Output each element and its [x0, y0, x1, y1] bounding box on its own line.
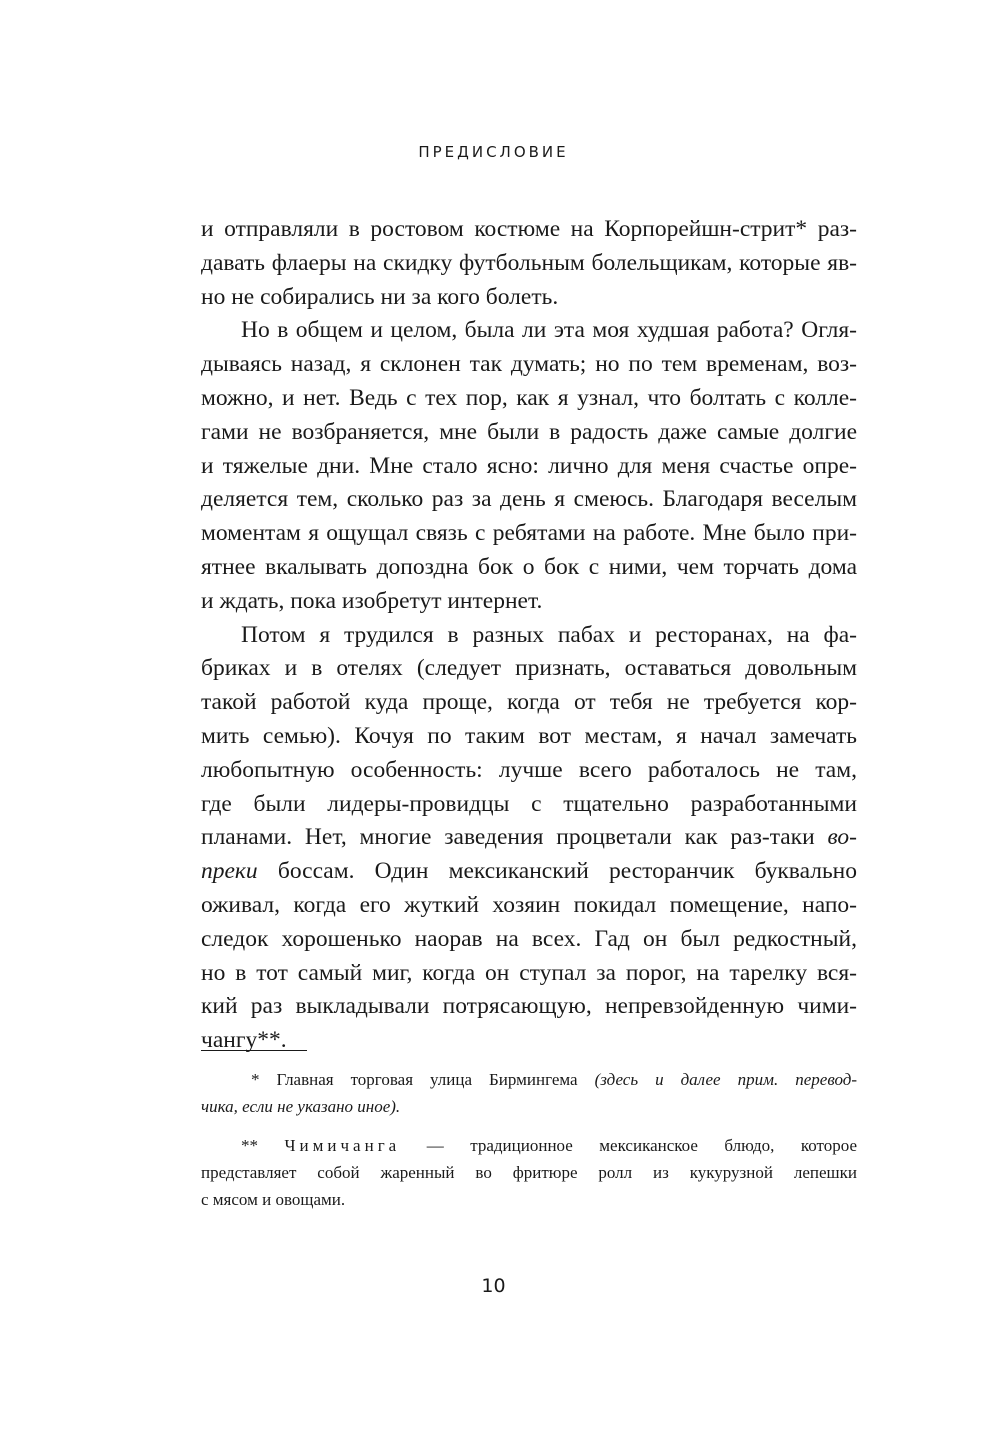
footnote-line — [201, 1132, 857, 1159]
text-segment: планами. Нет, многие заведения процветали как раз-таки — [201, 824, 815, 851]
footnote-line — [201, 1066, 857, 1093]
text-line: следок хорошенько наорав на всех. Гад он был редкостный, — [201, 925, 857, 952]
italic-emphasis: преки — [201, 858, 258, 885]
text-line: оживал, когда его жуткий хозяин покидал помещение, напо- — [201, 891, 857, 918]
footnote-italic: чика, если не указано иное). — [201, 1097, 401, 1116]
text-line: и отправляли в ростовом костюме на Корпорейшн-стрит* раз- — [201, 216, 857, 242]
footnote-separator — [201, 1050, 307, 1051]
text-line: чангу**. — [201, 1027, 287, 1054]
text-line: гами не возбраняется, мне были в радость даже самые долгие — [201, 418, 857, 445]
footnotes — [201, 1066, 857, 1213]
text-line: любопытную особенность: лучше всего работалось не там, — [201, 756, 857, 783]
footnote-text: Главная торговая улица Бирмингема — [276, 1070, 578, 1089]
footnote-line: представляет собой жаренный во фритюре ролл из кукурузной лепешки — [201, 1163, 857, 1182]
text-line: Но в общем и целом, была ли эта моя худшая работа? Огля- — [241, 317, 857, 344]
text-line: и тяжелые дни. Мне стало ясно: лично для меня счастье опре- — [201, 452, 857, 479]
text-line-with-italic — [201, 821, 857, 855]
text-line: мить семью). Кочуя по таким вот местам, я начал замечать — [201, 722, 857, 749]
footnote-italic: (здесь и далее прим. перевод- — [594, 1070, 858, 1089]
text-line-with-italic — [201, 855, 857, 889]
running-header: ПРЕДИСЛОВИЕ — [418, 143, 569, 161]
footnote-marker: ** — [241, 1136, 258, 1155]
body-text — [201, 213, 857, 1058]
text-line: но не собирались ни за кого болеть. — [201, 283, 559, 310]
text-line: давать флаеры на скидку футбольным болельщикам, которые яв- — [201, 249, 857, 276]
italic-emphasis: во- — [827, 824, 857, 851]
footnote-text: — традиционное мексиканское блюдо, которое — [426, 1136, 857, 1155]
footnote-term: Чимичанга — [284, 1136, 401, 1155]
text-line: но в тот самый миг, когда он ступал за порог, на тарелку вся- — [201, 959, 857, 986]
footnote-line — [201, 1093, 857, 1120]
text-line: кий раз выкладывали потрясающую, непревзойденную чими- — [201, 993, 857, 1020]
footnote-line: с мясом и овощами. — [201, 1190, 346, 1209]
text-line: моментам я ощущал связь с ребятами на работе. Мне было при- — [201, 520, 857, 547]
text-line: можно, и нет. Ведь с тех пор, как я узнал, что болтать с колле- — [201, 384, 857, 411]
text-line: бриках и в отелях (следует признать, оставаться довольным — [201, 655, 857, 682]
text-line: такой работой куда проще, когда от тебя не требуется кор- — [201, 689, 857, 716]
text-line: и ждать, пока изобретут интернет. — [201, 587, 543, 614]
page-number: 10 — [481, 1275, 506, 1297]
text-line: ятнее вкалывать допоздна бок о бок с ними, чем торчать дома — [201, 553, 857, 580]
text-segment: боссам. Один мексиканский ресторанчик буквально — [277, 858, 858, 885]
text-line: деляется тем, сколько раз за день я смеюсь. Благодаря веселым — [201, 486, 857, 513]
text-line: дываясь назад, я склонен так думать; но по тем временам, воз- — [201, 351, 857, 378]
text-line: где были лидеры-провидцы с тщательно разработанными — [201, 790, 857, 817]
footnote-marker: * — [251, 1070, 260, 1089]
text-line: Потом я трудился в разных пабах и ресторанах, на фа- — [241, 621, 857, 648]
